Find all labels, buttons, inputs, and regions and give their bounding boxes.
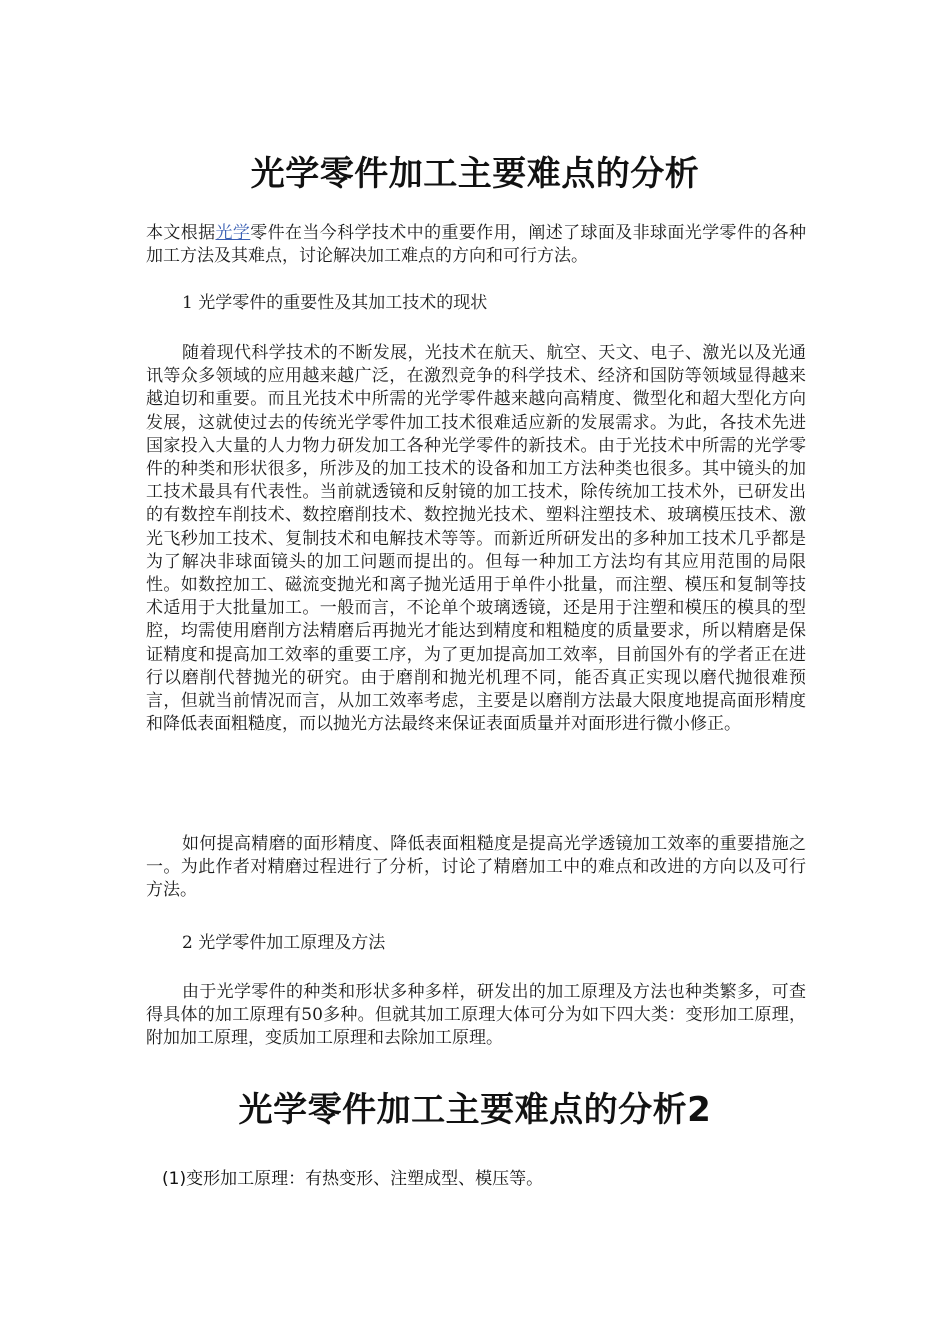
section-2-heading: 2 光学零件加工原理及方法 (182, 933, 386, 953)
paragraph-2: 如何提高精磨的面形精度、降低表面粗糙度是提高光学透镜加工效率的重要措施之一。为此作者对精磨过程进行了分析，讨论了精磨加工中的难点和改进的方向以及可行方法。 (146, 834, 806, 901)
paragraph-1: 随着现代科学技术的不断发展，光技术在航天、航空、天文、电子、激光以及光通讯等众多领域的应用越来越广泛，在激烈竞争的科学技术、经济和国防等领域显得越来越迫切和重要。而且光技术中所需的光学零件越来越向高精度、微型化和超大型化方向发展，这就使过去的传统光学零件加工技术很难适应新的发展需求。为此，各技术先进国家投入大量的人力物力研发加工各种光学零件的新技术。由于光技术中所需的光学零件的种类和形状很多，所涉及的加工技术的设备和加工方法种类也很多。其中镜头的加工技术最具有代表性。当前就透镜和反射镜的加工技术，除传统加工技术外，已研发出的有数控车削技术、数控磨削技术、数控抛光技术、塑料注塑技术、玻璃模压技术、激光飞秒加工技术、复制技术和电解技术等等。而新近所研发出的多种加工技术几乎都是为了解决非球面镜头的加工问题而提出的。但每一种加工方法均有其应用范围的局限性。如数控加工、磁流变抛光和离子抛光适用于单件小批量，而注塑、模压和复制等技术适用于大批量加工。一般而言，不论单个玻璃透镜，还是用于注塑和模压的模具的型腔，均需使用磨削方法精磨后再抛光才能达到精度和粗糙度的质量要求，所以精磨是保证精度和提高加工效率的重要工序，为了更加提高加工效率，目前国外有的学者正在进行以磨削代替抛光的研究。由于磨削和抛光机理不同，能否真正实现以磨代抛很难预言，但就当前情况而言，从加工效率考虑，主要是以磨削方法最大限度地提高面形精度和降低表面粗糙度，而以抛光方法最终来保证表面质量并对面形进行微小修正。 (146, 343, 806, 735)
optics-link[interactable]: 光学 (215, 223, 251, 243)
intro-text-after: 零件在当今科学技术中的重要作用，阐述了球面及非球面光学零件的各种加工方法及其难点，讨论解决加工难点的方向和可行方法。 (146, 223, 807, 267)
intro-text-before: 本文根据 (146, 223, 216, 243)
document-title: 光学零件加工主要难点的分析 (250, 154, 700, 194)
list-item-1: (1)变形加工原理：有热变形、注塑成型、模压等。 (162, 1169, 544, 1189)
paragraph-3: 由于光学零件的种类和形状多种多样，研发出的加工原理及方法也种类繁多，可查得具体的加工原理有50多种。但就其加工原理大体可分为如下四大类：变形加工原理，附加加工原理，变质加工原理和去除加工原理。 (146, 982, 806, 1049)
document-title-2: 光学零件加工主要难点的分析2 (238, 1090, 712, 1130)
intro-paragraph (146, 222, 806, 268)
section-1-heading: 1 光学零件的重要性及其加工技术的现状 (182, 293, 488, 313)
